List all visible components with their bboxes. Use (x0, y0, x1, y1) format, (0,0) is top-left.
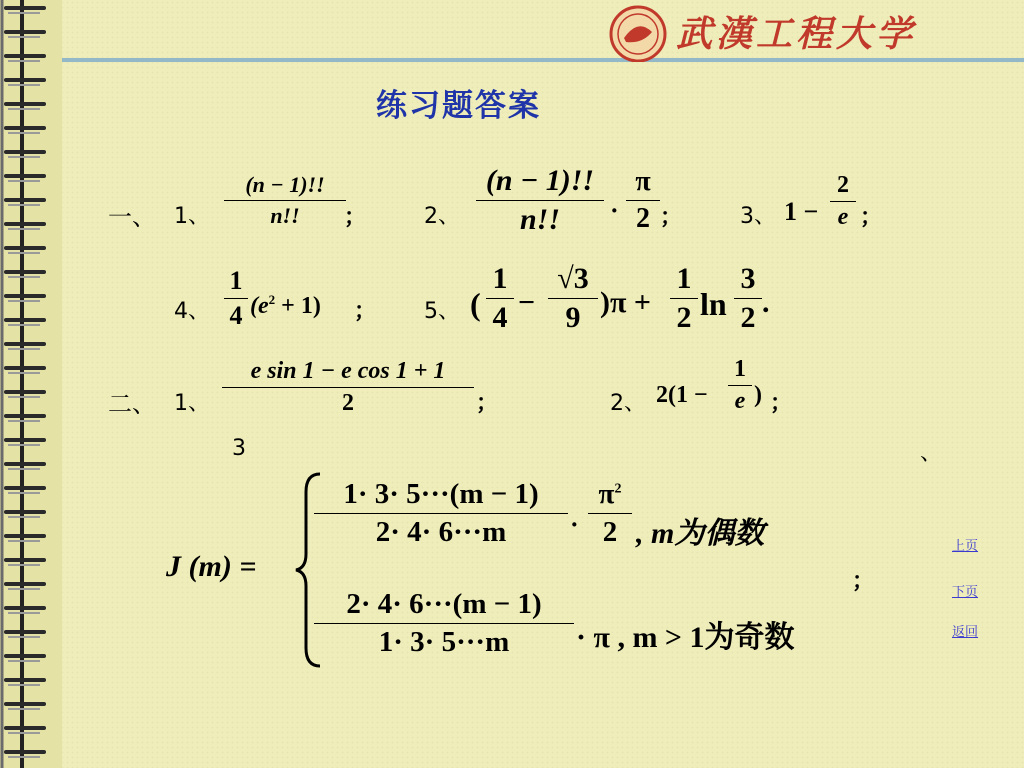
p1-item2-index: 2、 (424, 204, 460, 229)
p1-item5-frac4: 3 2 (734, 262, 762, 335)
p1-item5-index: 5、 (424, 299, 460, 324)
p2-item1-index: 1、 (174, 391, 210, 416)
p2-item1-sep: ； (476, 390, 499, 415)
p1-item4-expr: $(e^2 + 1)$ (250, 292, 321, 319)
university-name: 武漢工程大学 (676, 13, 917, 55)
p1-item5-frac1: 1 4 (486, 262, 514, 335)
p2-item2-fraction: 1 e (728, 356, 752, 415)
jm-case1-pi-fraction: $\pi^2$ 2 (588, 478, 632, 549)
p1-item5-frac2: √3 9 (548, 262, 598, 335)
p2-item1-fraction: e sin 1 − e cos 1 + 1 2 (222, 358, 474, 417)
p1-item2-pi-fraction: π 2 (626, 166, 660, 235)
p1-item3-sep: ； (860, 204, 883, 229)
part2-label: 二、 (108, 390, 156, 418)
jm-case2-tail: · π , m > 1为奇数 (576, 621, 795, 654)
p1-item3-index: 3、 (740, 204, 776, 229)
p1-item5-frac3: 1 2 (670, 262, 698, 335)
prev-page-link[interactable]: 上页 (952, 539, 979, 554)
p1-item3-lead: 1 − (784, 197, 819, 226)
return-link[interactable]: 返回 (952, 625, 979, 640)
p1-item4-fraction: 1 4 (224, 266, 248, 331)
part1-label: 一、 (108, 203, 156, 231)
jm-case1-fraction: 1· 3· 5···(m − 1) 2· 4· 6···m (314, 478, 568, 549)
jm-lhs: J (m) = (166, 550, 257, 583)
p1-item5-end: . (762, 286, 770, 319)
p2-item2-index: 2、 (610, 391, 646, 416)
p1-item5-close: )π + (600, 286, 652, 319)
p1-item1-index: 1、 (174, 204, 210, 229)
p1-item5-open: ( (470, 286, 481, 322)
p1-item2-fraction: (n − 1)!! n!! (476, 164, 604, 237)
p1-item2-dot: · (610, 196, 619, 225)
jm-sep: ； (852, 568, 875, 593)
p1-item1-fraction: (n − 1)!! n!! (224, 172, 346, 229)
jm-case1-dot: · (570, 510, 579, 539)
p1-item1-sep: ； (344, 204, 367, 229)
jm-case2-fraction: 2· 4· 6···(m − 1) 1· 3· 5···m (314, 588, 574, 659)
p2-item3-mark: 、 (920, 441, 943, 466)
p1-item4-index: 4、 (174, 299, 210, 324)
next-page-link[interactable]: 下页 (952, 585, 979, 600)
p1-item2-sep: ； (660, 204, 683, 229)
jm-case1-condition: , m为偶数 (636, 517, 765, 550)
p2-item2-lead: 2(1 − (656, 382, 708, 408)
p1-item5-ln: ln (700, 286, 727, 322)
p2-item2-close: ) (754, 382, 762, 408)
p1-item3-fraction: 2 e (830, 172, 856, 231)
p2-item3-index: 3 (232, 436, 246, 461)
p1-item4-sep: ； (354, 298, 377, 323)
page-title: 练习题答案 (376, 88, 541, 124)
p2-item2-sep: ； (770, 390, 793, 415)
binder-rail (0, 0, 62, 768)
p1-item5-minus: − (518, 286, 536, 319)
